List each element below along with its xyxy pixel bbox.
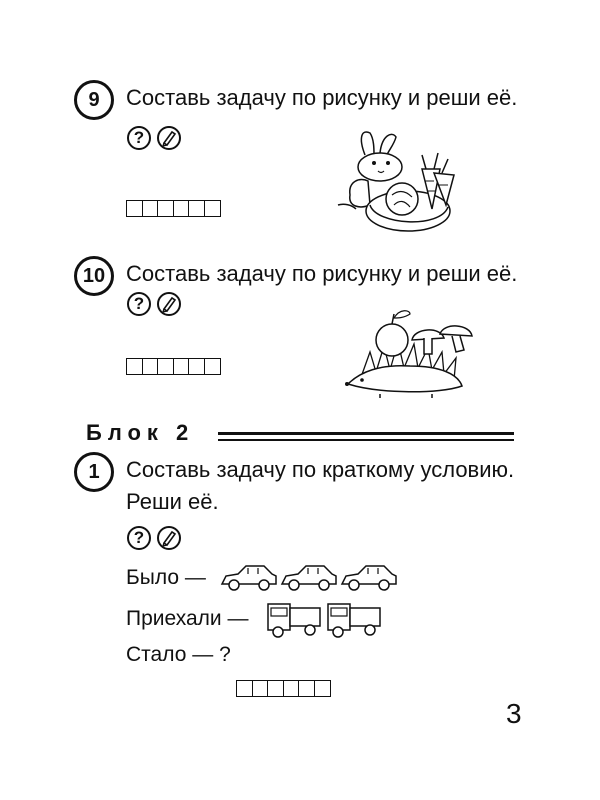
block-task-answer-boxes[interactable]: [236, 680, 329, 697]
condition-was: Было —: [126, 566, 206, 589]
car-icon: [222, 566, 276, 590]
answer-cell[interactable]: [204, 200, 221, 217]
question-circle-icon: ?: [127, 126, 151, 150]
car-icon: [282, 566, 336, 590]
condition-came: Приехали —: [126, 607, 249, 630]
block-divider-thick: [218, 432, 514, 435]
task-10-answer-boxes[interactable]: [126, 358, 219, 375]
block-task-icons: [127, 526, 181, 550]
answer-cell[interactable]: [267, 680, 284, 697]
block-task-text-line-1: Составь задачу по краткому условию.: [126, 457, 515, 482]
pencil-circle-icon: [157, 126, 181, 150]
task-number-9: 9: [74, 80, 114, 120]
task-9-text: Составь задачу по рисунку и реши её.: [126, 85, 518, 110]
block-divider-thin: [218, 439, 514, 441]
answer-cell[interactable]: [173, 200, 190, 217]
answer-cell[interactable]: [236, 680, 253, 697]
answer-cell[interactable]: [142, 200, 159, 217]
answer-cell[interactable]: [173, 358, 190, 375]
answer-cell[interactable]: [157, 358, 174, 375]
pencil-circle-icon: [157, 292, 181, 316]
page-number: 3: [506, 698, 522, 729]
car-icon: [342, 566, 396, 590]
task-10-icons: [127, 292, 181, 316]
answer-cell[interactable]: [188, 200, 205, 217]
answer-cell[interactable]: [252, 680, 269, 697]
answer-cell[interactable]: [283, 680, 300, 697]
task-9-answer-boxes[interactable]: [126, 200, 219, 217]
rabbit-with-vegetables-illustration: [330, 125, 470, 235]
answer-cell[interactable]: [126, 200, 143, 217]
block-task-text-line-2: Реши её.: [126, 489, 219, 514]
block-task-number-1: 1: [74, 452, 114, 492]
answer-cell[interactable]: [126, 358, 143, 375]
trucks-illustration: [266, 598, 386, 640]
hedgehog-with-apple-and-mushrooms-illustration: [340, 300, 490, 400]
truck-icon: [268, 604, 320, 637]
truck-icon: [328, 604, 380, 637]
condition-became: Стало — ?: [126, 643, 231, 666]
task-9-icons: [127, 126, 181, 150]
answer-cell[interactable]: [314, 680, 331, 697]
task-10-text: Составь задачу по рисунку и реши её.: [126, 261, 518, 286]
answer-cell[interactable]: [188, 358, 205, 375]
cars-illustration: [218, 560, 402, 594]
answer-cell[interactable]: [204, 358, 221, 375]
answer-cell[interactable]: [157, 200, 174, 217]
answer-cell[interactable]: [298, 680, 315, 697]
block-2-title: Блок 2: [86, 420, 195, 445]
task-number-10: 10: [74, 256, 114, 296]
answer-cell[interactable]: [142, 358, 159, 375]
question-circle-icon: ?: [127, 292, 151, 316]
question-circle-icon: ?: [127, 526, 151, 550]
pencil-circle-icon: [157, 526, 181, 550]
